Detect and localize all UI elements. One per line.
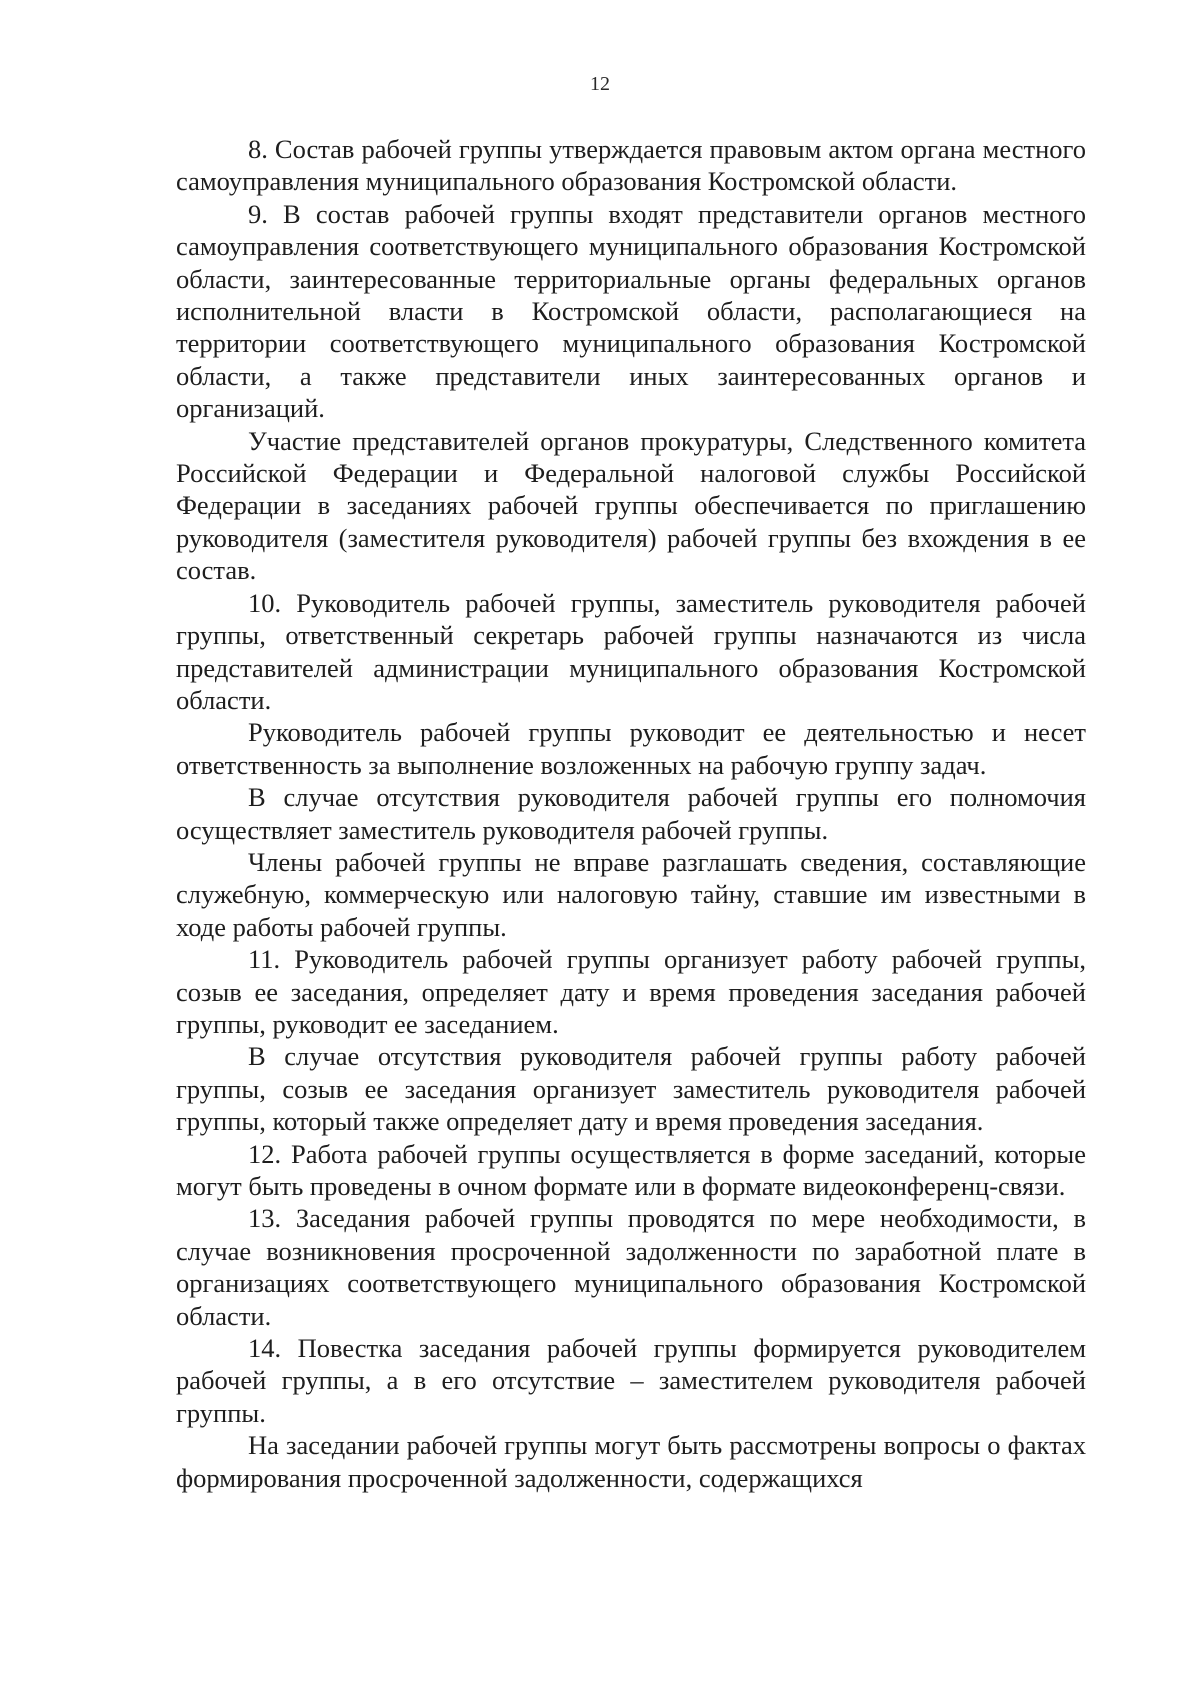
paragraph-11-deputy: В случае отсутствия руководителя рабочей группы работу рабочей группы, созыв ее заседания организует заместитель руководителя рабочей группы, который также определяет дату и время проведения заседания.: [176, 1041, 1086, 1137]
document-body: [176, 133, 1086, 1494]
paragraph-13: 13. Заседания рабочей группы проводятся по мере необходимости, в случае возникновения просроченной задолженности по заработной плате в организациях соответствующего муниципального образования Костромской области.: [176, 1203, 1086, 1331]
paragraph-10: 10. Руководитель рабочей группы, заместитель руководителя рабочей группы, ответственный секретарь рабочей группы назначаются из числа представителей администрации муниципального образования Костромской области.: [176, 587, 1086, 715]
paragraph-9: 9. В состав рабочей группы входят представители органов местного самоуправления соответствующего муниципального образования Костромской области, заинтересованные территориальные органы федеральных органов исполнительной власти в Костромской области, располагающиеся на территории соответствующего муниципального образования Костромской области, а также представители иных заинтересованных органов и организаций.: [176, 198, 1086, 424]
paragraph-11: 11. Руководитель рабочей группы организует работу рабочей группы, созыв ее заседания, определяет дату и время проведения заседания рабочей группы, руководит ее заседанием.: [176, 944, 1086, 1039]
paragraph-10-deputy: В случае отсутствия руководителя рабочей группы его полномочия осуществляет заместитель руководителя рабочей группы.: [176, 782, 1086, 845]
paragraph-14: 14. Повестка заседания рабочей группы формируется руководителем рабочей группы, а в его отсутствие – заместителем руководителя рабочей группы.: [176, 1333, 1086, 1428]
paragraph-8: 8. Состав рабочей группы утверждается правовым актом органа местного самоуправления муниципального образования Костромской области.: [176, 134, 1086, 197]
paragraph-10-head-duties: Руководитель рабочей группы руководит ее деятельностью и несет ответственность за выполнение возложенных на рабочую группу задач.: [176, 717, 1086, 780]
page-number: 12: [590, 73, 610, 95]
paragraph-10-confidentiality: Члены рабочей группы не вправе разглашать сведения, составляющие служебную, коммерческую или налоговую тайну, ставшие им известными в ходе работы рабочей группы.: [176, 846, 1086, 942]
paragraph-14-agenda-topics: На заседании рабочей группы могут быть рассмотрены вопросы о фактах формирования просроченной задолженности, содержащихся: [176, 1430, 1086, 1493]
paragraph-12: 12. Работа рабочей группы осуществляется в форме заседаний, которые могут быть проведены в очном формате или в формате видеоконференц-связи.: [176, 1138, 1086, 1201]
paragraph-9-participation: Участие представителей органов прокуратуры, Следственного комитета Российской Федерации и Федеральной налоговой службы Российской Федерации в заседаниях рабочей группы обеспечивается по приглашению руководителя (заместителя руководителя) рабочей группы без вхождения в ее состав.: [176, 425, 1086, 586]
